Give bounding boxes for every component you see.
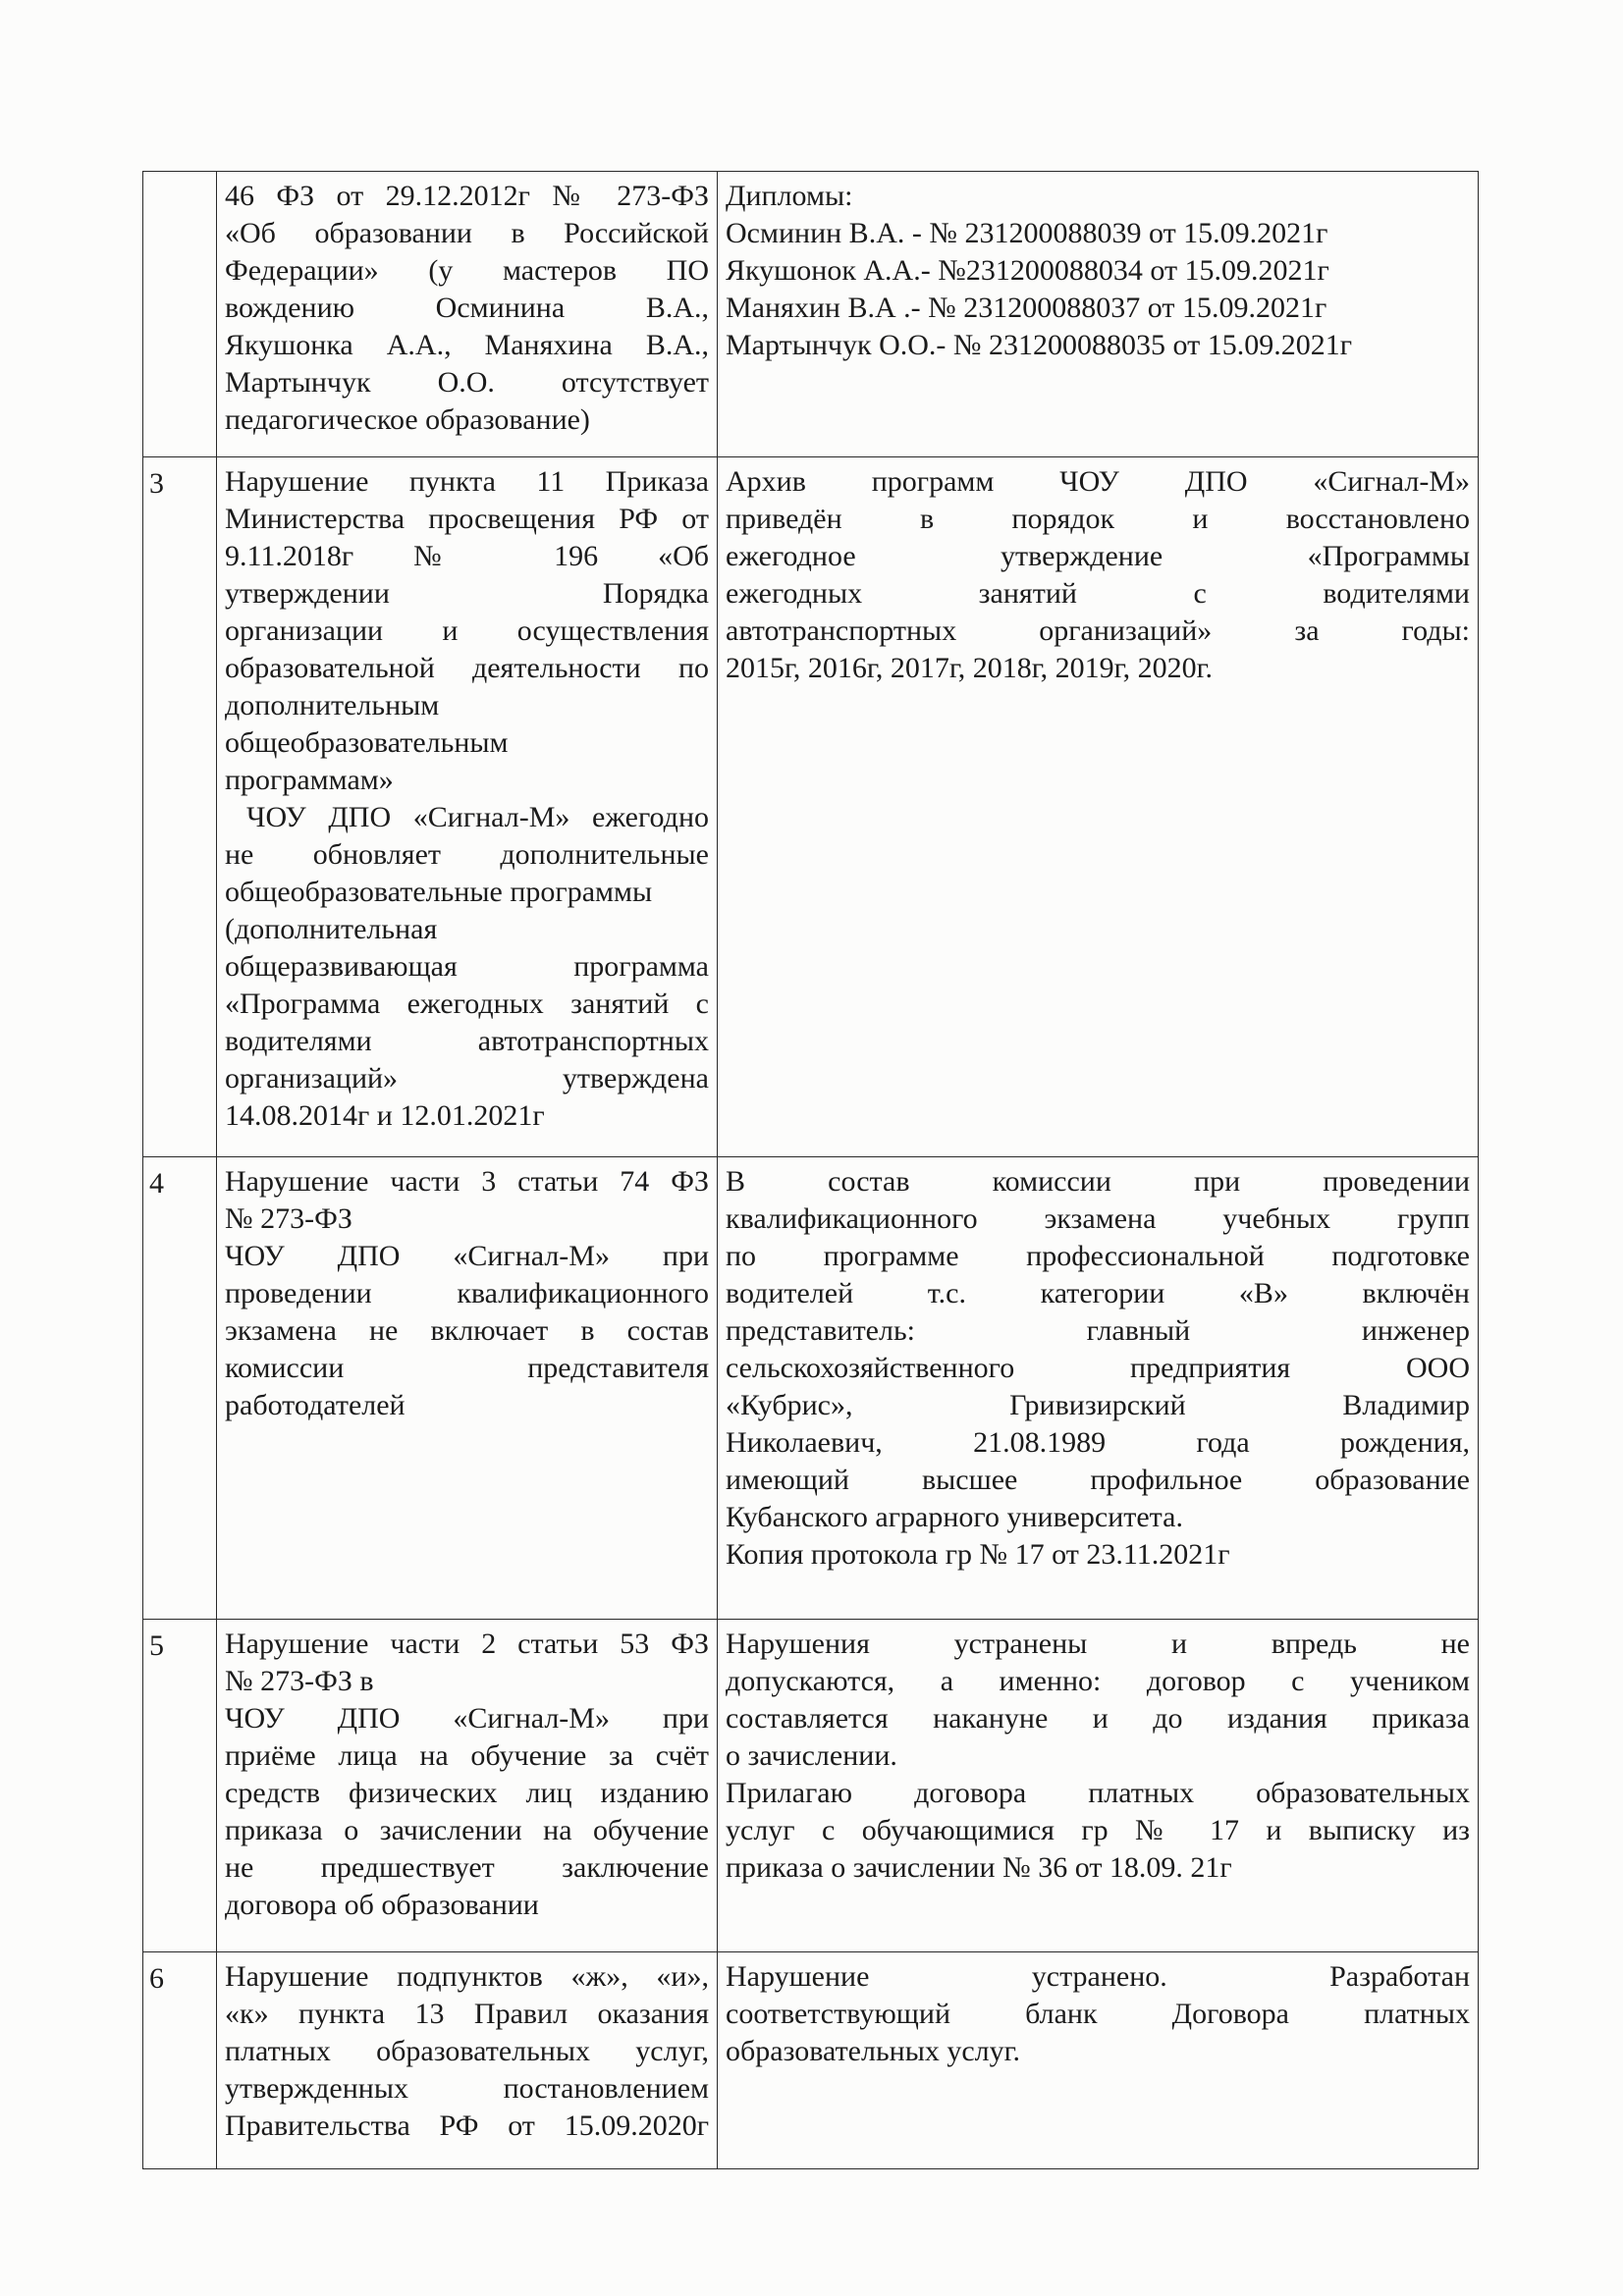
text-line: ЧОУ ДПО «Сигнал-М» при bbox=[225, 1702, 709, 1735]
violation-cell bbox=[217, 1157, 718, 1620]
measure-cell bbox=[718, 1620, 1479, 1952]
text-line: организации и осуществления bbox=[225, 614, 709, 647]
text-line: средств физических лиц изданию bbox=[225, 1777, 709, 1809]
text-line: Осминин В.А. - № 231200088039 от 15.09.2021г bbox=[726, 217, 1328, 249]
text-line: Нарушение устранено. Разработан bbox=[726, 1960, 1470, 1993]
text-line: приказа о зачислении на обучение bbox=[225, 1814, 709, 1846]
text-line: программам» bbox=[225, 764, 394, 796]
text-line: квалификационного экзамена учебных групп bbox=[726, 1202, 1470, 1235]
violation-cell bbox=[217, 1620, 718, 1952]
text-line: работодателей bbox=[225, 1389, 406, 1421]
text-line: «Программа ежегодных занятий с bbox=[225, 988, 709, 1020]
text-line: образовательных услуг. bbox=[726, 2035, 1021, 2067]
text-line: (дополнительная bbox=[225, 913, 438, 945]
text-line: приведён в порядок и восстановлено bbox=[726, 503, 1470, 535]
text-line: Министерства просвещения РФ от bbox=[225, 503, 709, 535]
text-line: педагогическое образование) bbox=[225, 403, 590, 436]
text-line: 2015г, 2016г, 2017г, 2018г, 2019г, 2020г. bbox=[726, 652, 1214, 684]
text-line: Маняхин В.А .- № 231200088037 от 15.09.2021г bbox=[726, 292, 1327, 324]
text-line: общеобразовательным bbox=[225, 726, 509, 759]
violation-cell bbox=[217, 1952, 718, 2169]
text-line: организаций» утверждена bbox=[225, 1062, 709, 1095]
text-line: Кубанского аграрного университета. bbox=[726, 1501, 1183, 1533]
text-line: представитель: главный инженер bbox=[726, 1314, 1470, 1347]
text-line: ежегодное утверждение «Программы bbox=[726, 540, 1470, 572]
text-line: утверждении Порядка bbox=[225, 577, 709, 610]
text-line: комиссии представителя bbox=[225, 1352, 709, 1384]
row-number: 3 bbox=[143, 457, 217, 1157]
row-number: 5 bbox=[143, 1620, 217, 1952]
text-line: Якушонок А.А.- №231200088034 от 15.09.2021г bbox=[726, 254, 1329, 287]
text-line: автотранспортных организаций» за годы: bbox=[726, 614, 1470, 647]
text-line: Дипломы: bbox=[726, 180, 853, 212]
table-row bbox=[143, 172, 1479, 457]
table-row bbox=[143, 1952, 1479, 2169]
text-line: допускаются, а именно: договор с учеником bbox=[726, 1665, 1470, 1697]
text-line: Якушонка А.А., Маняхина В.А., bbox=[225, 329, 709, 361]
row-number: 6 bbox=[143, 1952, 217, 2169]
text-line: Нарушение подпунктов «ж», «и», bbox=[225, 1960, 709, 1993]
measure-cell bbox=[718, 1157, 1479, 1620]
text-line: по программе профессиональной подготовке bbox=[726, 1240, 1470, 1272]
text-line: 9.11.2018г № 196 «Об bbox=[225, 540, 709, 572]
measure-cell bbox=[718, 172, 1479, 457]
text-line: «Об образовании в Российской bbox=[225, 217, 709, 249]
text-line: ежегодных занятий с водителями bbox=[726, 577, 1470, 610]
table-row bbox=[143, 1620, 1479, 1952]
text-line: составляется накануне и до издания приказа bbox=[726, 1702, 1470, 1735]
text-line: Нарушение части 3 статьи 74 ФЗ bbox=[225, 1165, 709, 1198]
text-line: приёме лица на обучение за счёт bbox=[225, 1739, 709, 1772]
text-line: Николаевич, 21.08.1989 года рождения, bbox=[726, 1426, 1470, 1459]
text-line: ЧОУ ДПО «Сигнал-М» при bbox=[225, 1240, 709, 1272]
text-line: платных образовательных услуг, bbox=[225, 2035, 709, 2067]
text-line: проведении квалификационного bbox=[225, 1277, 709, 1309]
text-line: 14.08.2014г и 12.01.2021г bbox=[225, 1099, 545, 1132]
text-line: 46 ФЗ от 29.12.2012г № 273-ФЗ bbox=[225, 180, 709, 212]
text-line: не обновляет дополнительные bbox=[225, 838, 709, 871]
text-line: общеразвивающая программа bbox=[225, 950, 709, 983]
text-line: В состав комиссии при проведении bbox=[726, 1165, 1470, 1198]
text-line: Нарушения устранены и впредь не bbox=[726, 1628, 1470, 1660]
text-line: дополнительным bbox=[225, 689, 440, 721]
text-line: водителями автотранспортных bbox=[225, 1025, 709, 1057]
text-line: образовательной деятельности по bbox=[225, 652, 709, 684]
text-line: приказа о зачислении № 36 от 18.09. 21г bbox=[726, 1851, 1232, 1884]
text-line: Мартынчук О.О. отсутствует bbox=[225, 366, 709, 399]
violation-cell bbox=[217, 457, 718, 1157]
table-row bbox=[143, 1157, 1479, 1620]
text-line: «к» пункта 13 Правил оказания bbox=[225, 1998, 709, 2030]
text-line: водителей т.с. категории «В» включён bbox=[726, 1277, 1470, 1309]
row-number bbox=[143, 172, 217, 457]
text-line: «Кубрис», Гривизирский Владимир bbox=[726, 1389, 1470, 1421]
text-line: соответствующий бланк Договора платных bbox=[726, 1998, 1470, 2030]
text-line: о зачислении. bbox=[726, 1739, 897, 1772]
text-line: Федерации» (у мастеров ПО bbox=[225, 254, 709, 287]
text-line: Нарушение части 2 статьи 53 ФЗ bbox=[225, 1628, 709, 1660]
measure-cell bbox=[718, 1952, 1479, 2169]
text-line: Архив программ ЧОУ ДПО «Сигнал-М» bbox=[726, 465, 1470, 498]
text-line: № 273-ФЗ в bbox=[225, 1665, 374, 1697]
text-line: вождению Осминина В.А., bbox=[225, 292, 709, 324]
violation-cell bbox=[217, 172, 718, 457]
text-line: Правительства РФ от 15.09.2020г bbox=[225, 2109, 709, 2142]
text-line: услуг с обучающимися гр № 17 и выписку из bbox=[726, 1814, 1470, 1846]
text-line: ЧОУ ДПО «Сигнал-М» ежегодно bbox=[246, 801, 709, 833]
text-line: утвержденных постановлением bbox=[225, 2072, 709, 2105]
measure-cell bbox=[718, 457, 1479, 1157]
text-line: № 273-ФЗ bbox=[225, 1202, 352, 1235]
row-number: 4 bbox=[143, 1157, 217, 1620]
text-line: Прилагаю договора платных образовательных bbox=[726, 1777, 1470, 1809]
text-line: имеющий высшее профильное образование bbox=[726, 1464, 1470, 1496]
text-line: Мартынчук О.О.- № 231200088035 от 15.09.2021г bbox=[726, 329, 1353, 361]
text-line: договора об образовании bbox=[225, 1889, 539, 1921]
text-line: сельскохозяйственного предприятия ООО bbox=[726, 1352, 1470, 1384]
text-line: Нарушение пункта 11 Приказа bbox=[225, 465, 709, 498]
text-line: Копия протокола гр № 17 от 23.11.2021г bbox=[726, 1538, 1230, 1571]
table-row bbox=[143, 457, 1479, 1157]
violations-table bbox=[142, 171, 1479, 2169]
text-line: общеобразовательные программы bbox=[225, 876, 653, 908]
text-line: экзамена не включает в состав bbox=[225, 1314, 709, 1347]
text-line: не предшествует заключение bbox=[225, 1851, 709, 1884]
